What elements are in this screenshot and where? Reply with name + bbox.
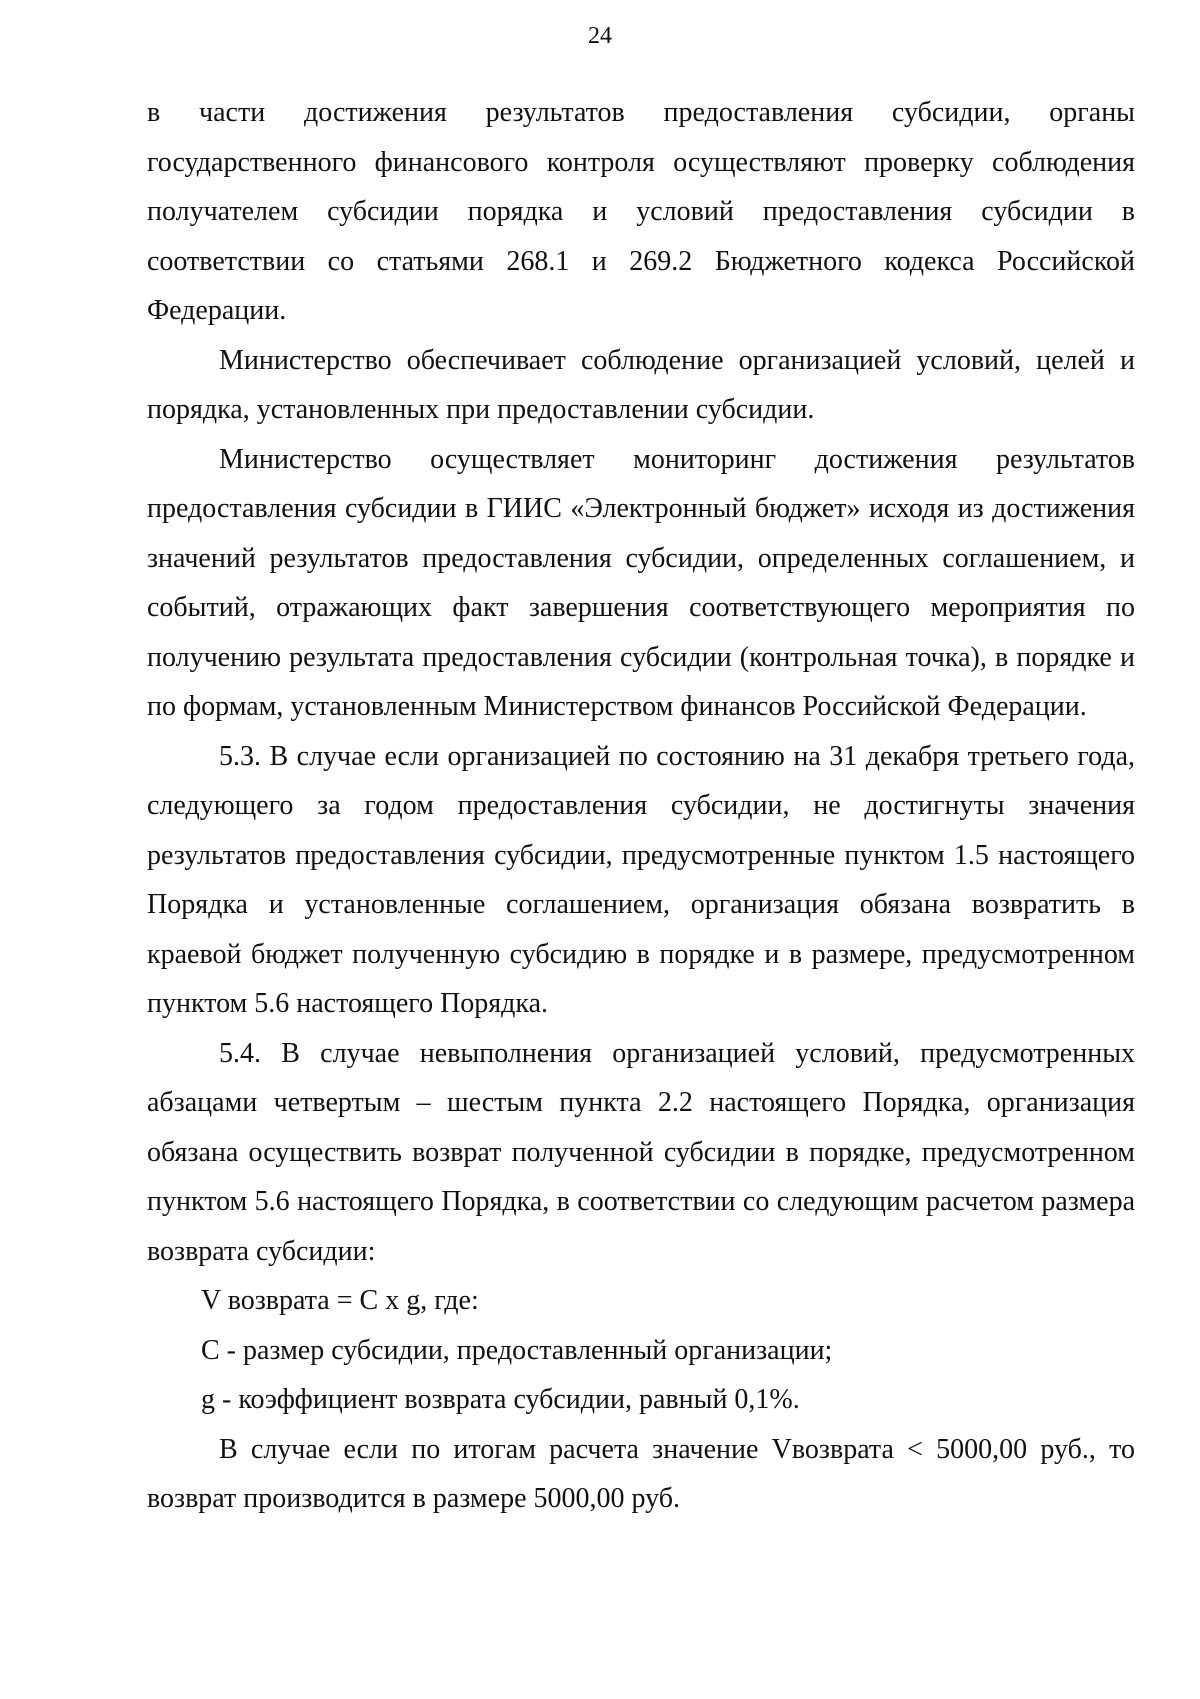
formula-g-definition: g - коэффициент возврата субсидии, равный 0,1%. bbox=[201, 1384, 800, 1415]
document-body bbox=[147, 88, 1135, 1524]
formula-v-return: V возврата = C x g, где: bbox=[201, 1285, 479, 1316]
paragraph-ministry-monitoring: Министерство осуществляет мониторинг достижения результатов предоставления субсидии в ГИИС «Электронный бюджет» исходя из достижения значений результатов предоставления субсидии, определенных соглашением, и событий, отражающих факт завершения соответствующего мероприятия по получению результата предоставления субсидии (контрольная точка), в порядке и по формам, установленным Министерством финансов Российской Федерации. bbox=[147, 443, 1135, 722]
formula-c-definition: C - размер субсидии, предоставленный организации; bbox=[201, 1334, 833, 1366]
paragraph-state-control: в части достижения результатов предоставления субсидии, органы государственного финансового контроля осуществляют проверку соблюдения получателем субсидии порядка и условий предоставления субсидии в соответствии со статьями 268.1 и 269.2 Бюджетного кодекса Российской Федерации. bbox=[147, 97, 1135, 326]
page-number: 24 bbox=[588, 23, 612, 49]
paragraph-minimum-return: В случае если по итогам расчета значение Vвозврата < 5000,00 руб., то возврат производится в размере 5000,00 руб. bbox=[147, 1433, 1135, 1514]
paragraph-5-3: 5.3. В случае если организацией по состоянию на 31 декабря третьего года, следующего за годом предоставления субсидии, не достигнуты значения результатов предоставления субсидии, предусмотренные пунктом 1.5 настоящего Порядка и установленные соглашением, организация обязана возвратить в краевой бюджет полученную субсидию в порядке и в размере, предусмотренном пунктом 5.6 настоящего Порядка. bbox=[147, 740, 1135, 1019]
paragraph-5-4: 5.4. В случае невыполнения организацией условий, предусмотренных абзацами четвертым – шестым пункта 2.2 настоящего Порядка, организация обязана осуществить возврат полученной субсидии в порядке, предусмотренном пунктом 5.6 настоящего Порядка, в соответствии со следующим расчетом размера возврата субсидии: bbox=[147, 1037, 1135, 1267]
paragraph-ministry-compliance: Министерство обеспечивает соблюдение организацией условий, целей и порядка, установленных при предоставлении субсидии. bbox=[147, 344, 1135, 425]
